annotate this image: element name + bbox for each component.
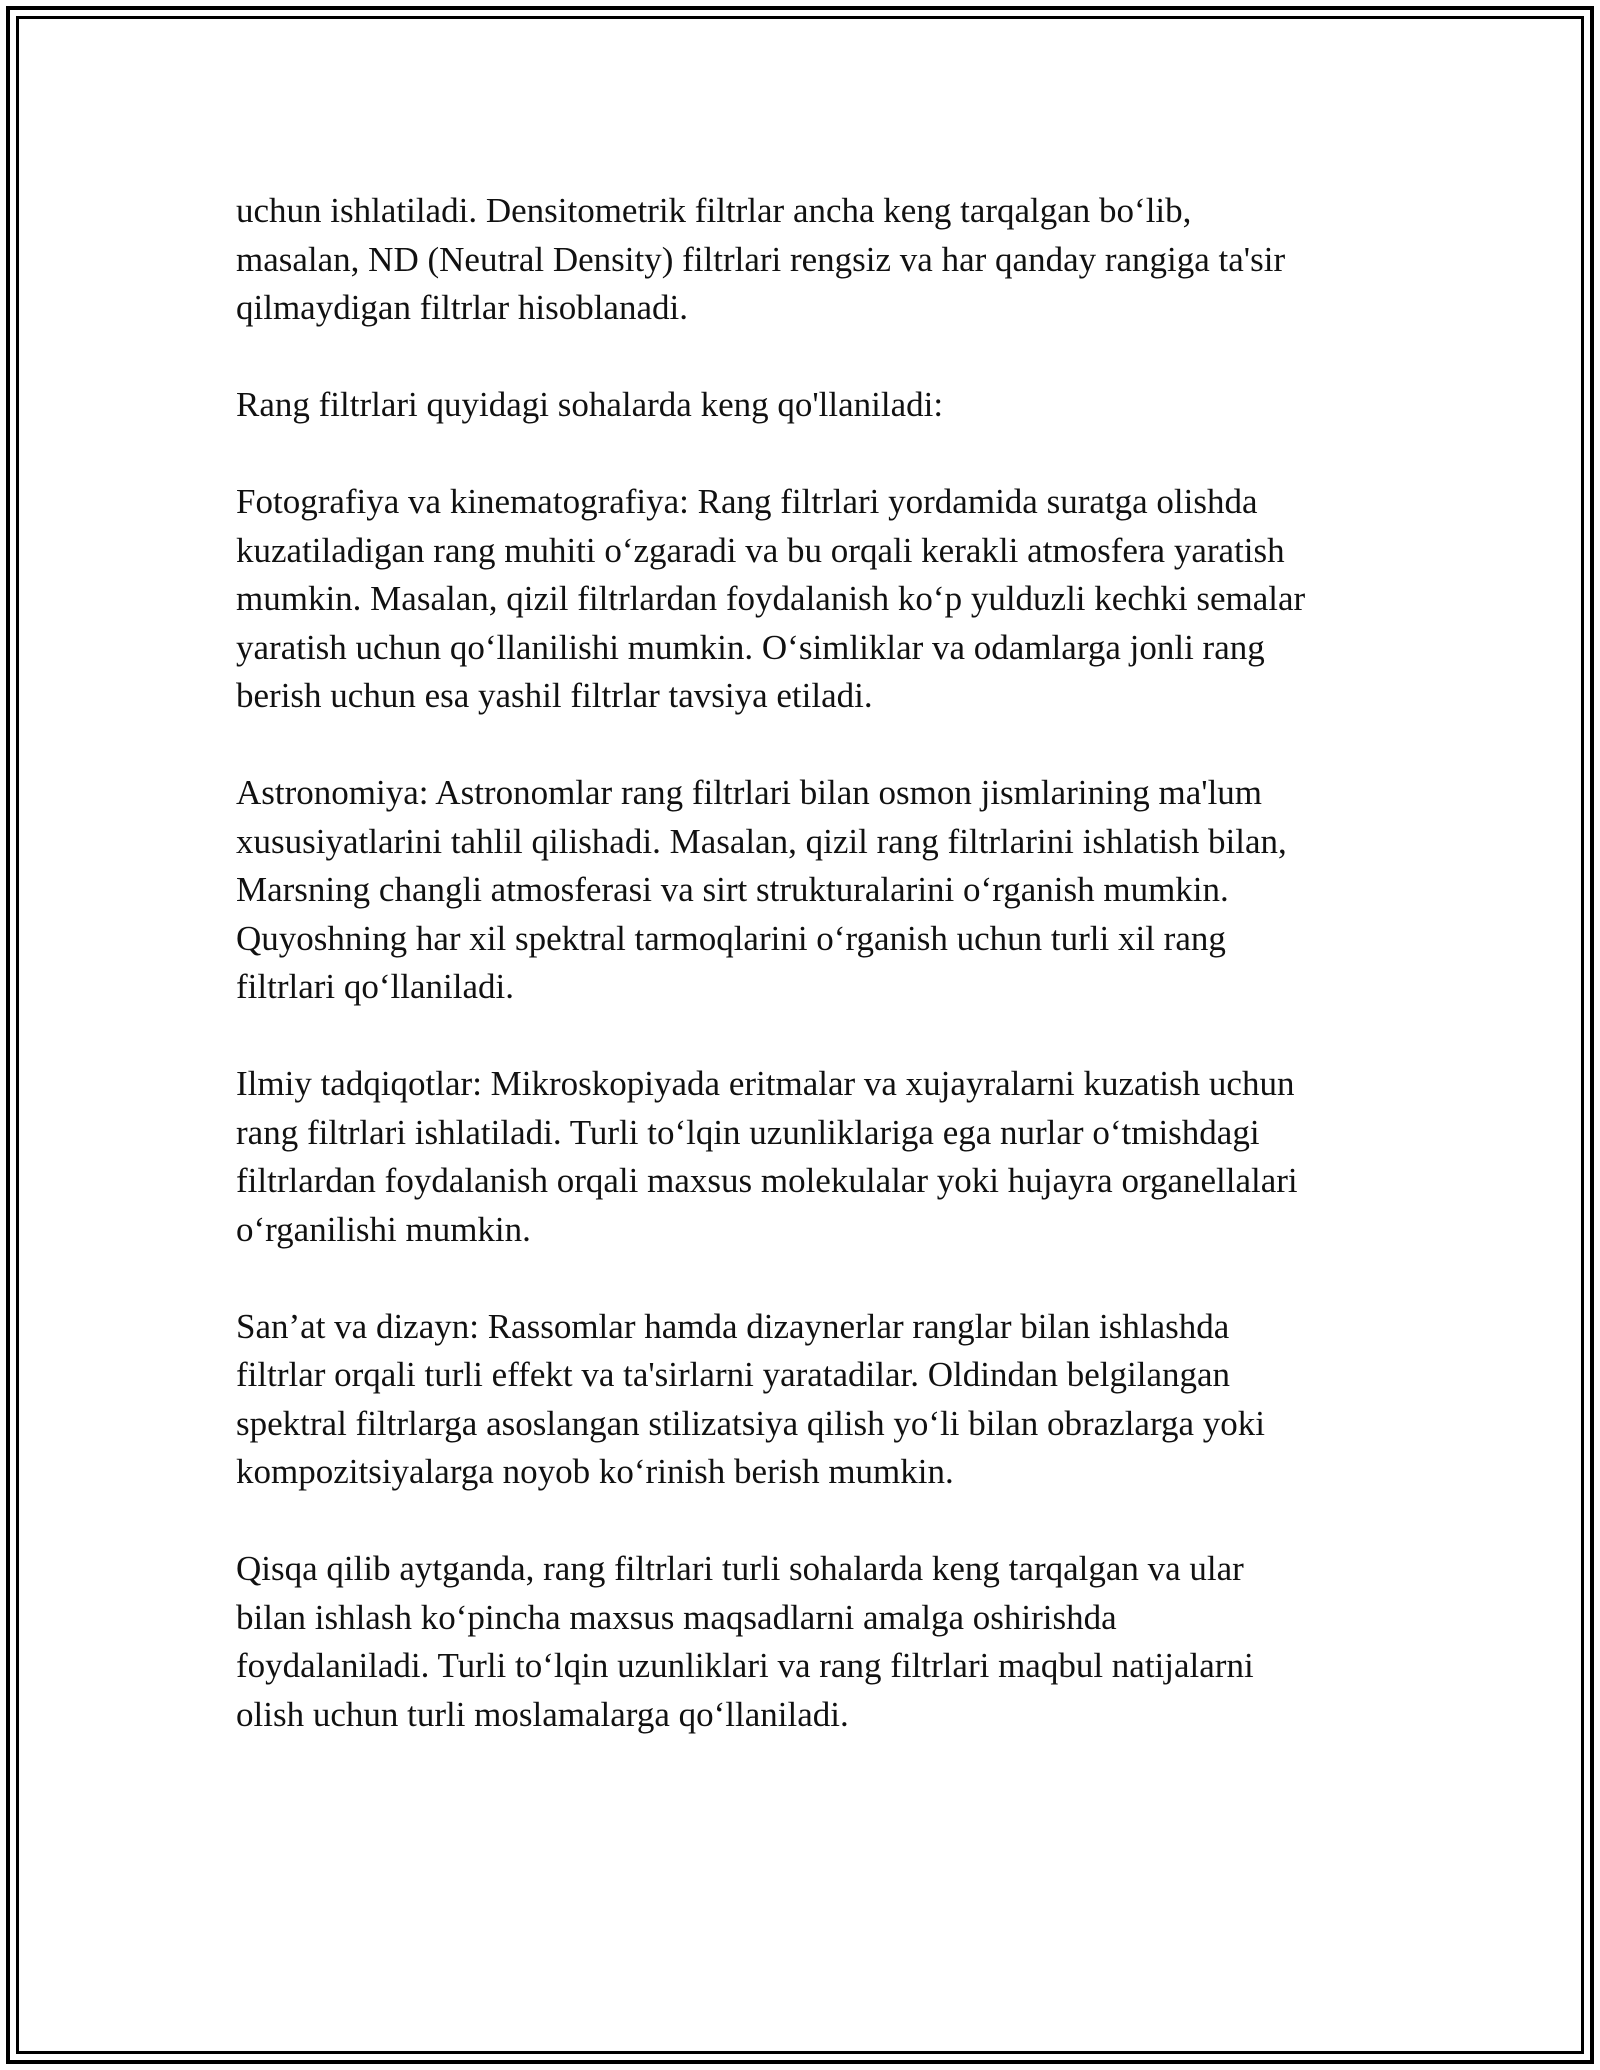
text-line: Quyoshning har xil spektral tarmoqlarini o‘rganish uchun turli xil rang (236, 918, 1226, 958)
text-line: San’at va dizayn: Rassomlar hamda dizaynerlar ranglar bilan ishlashda (236, 1306, 1230, 1346)
text-line: spektral filtrlarga asoslangan stilizatsiya qilish yo‘li bilan obrazlarga yoki (236, 1403, 1265, 1443)
text-line: Marsning changli atmosferasi va sirt strukturalarini o‘rganish mumkin. (236, 870, 1229, 909)
text-line: olish uchun turli moslamalarga qo‘llaniladi. (236, 1694, 849, 1734)
paragraph-applications-heading (236, 381, 1416, 430)
text-line: filtrlar orqali turli effekt va ta'sirlarni yaratadilar. Oldindan belgilangan (236, 1355, 1231, 1394)
paragraph-photography (236, 478, 1416, 721)
text-line: xususiyatlarini tahlil qilishadi. Masalan, qizil rang filtrlarini ishlatish bilan, (236, 821, 1287, 861)
text-line: Rang filtrlari quyidagi sohalarda keng qo'llaniladi: (236, 385, 944, 424)
text-line: mumkin. Masalan, qizil filtrlardan foydalanish ko‘p yulduzli kechki semalar (236, 579, 1306, 618)
text-line: filtrlardan foydalanish orqali maxsus molekulalar yoki hujayra organellalari (236, 1161, 1298, 1200)
text-line: masalan, ND (Neutral Density) filtrlari rengsiz va har qanday rangiga ta'sir (236, 239, 1286, 279)
text-line: Astronomiya: Astronomlar rang filtrlari bilan osmon jismlarining ma'lum (236, 773, 1263, 812)
text-line: uchun ishlatiladi. Densitometrik filtrlar ancha keng tarqalgan bo‘lib, (236, 191, 1192, 230)
paragraph-conclusion (236, 1545, 1416, 1739)
document-body (236, 187, 1416, 1739)
text-line: kuzatiladigan rang muhiti o‘zgaradi va bu orqali kerakli atmosfera yaratish (236, 530, 1285, 570)
text-line: kompozitsiyalarga noyob ko‘rinish berish mumkin. (236, 1452, 954, 1491)
text-line: bilan ishlash ko‘pincha maxsus maqsadlarni amalga oshirishda (236, 1597, 1117, 1637)
text-line: Fotografiya va kinematografiya: Rang filtrlari yordamida suratga olishda (236, 482, 1258, 521)
text-line: yaratish uchun qo‘llanilishi mumkin. O‘simliklar va odamlarga jonli rang (236, 627, 1265, 667)
paragraph-art-and-design (236, 1303, 1416, 1497)
text-line: filtrlari qo‘llaniladi. (236, 967, 514, 1006)
text-line: foydalaniladi. Turli to‘lqin uzunliklari va rang filtrlari maqbul natijalarni (236, 1646, 1254, 1685)
paragraph-astronomy (236, 769, 1416, 1012)
text-line: o‘rganilishi mumkin. (236, 1209, 531, 1249)
paragraph-filter-intro (236, 187, 1416, 333)
text-line: qilmaydigan filtrlar hisoblanadi. (236, 288, 688, 327)
text-line: Qisqa qilib aytganda, rang filtrlari turli sohalarda keng tarqalgan va ular (236, 1549, 1244, 1588)
text-line: Ilmiy tadqiqotlar: Mikroskopiyada eritmalar va xujayralarni kuzatish uchun (236, 1064, 1295, 1103)
text-line: berish uchun esa yashil filtrlar tavsiya etiladi. (236, 676, 873, 715)
paragraph-scientific-research (236, 1060, 1416, 1254)
text-line: rang filtrlari ishlatiladi. Turli to‘lqin uzunliklariga ega nurlar o‘tmishdagi (236, 1112, 1260, 1152)
